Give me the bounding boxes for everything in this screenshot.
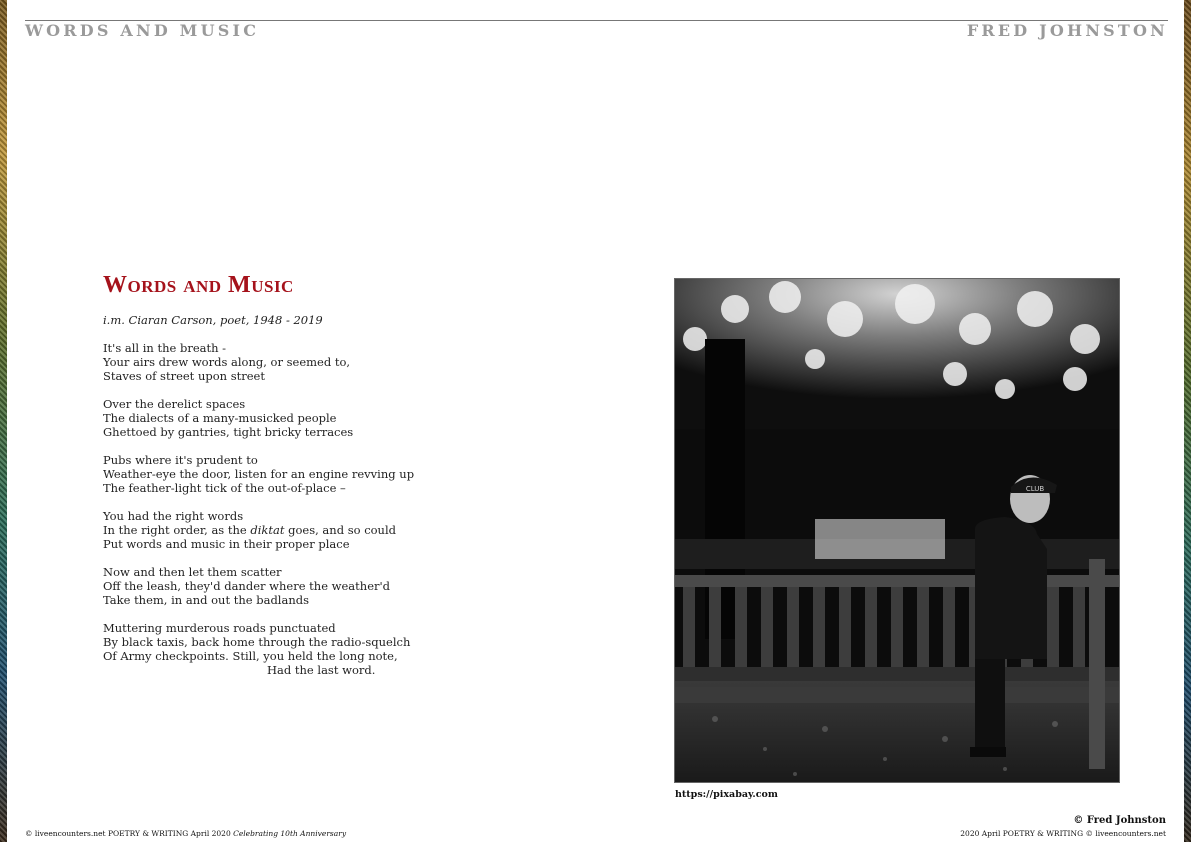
- photo-credit: https://pixabay.com: [675, 789, 778, 800]
- decorative-left-border: [0, 0, 7, 842]
- bench-photo-illustration: [675, 279, 1119, 782]
- poem-line: Take them, in and out the badlands: [103, 593, 310, 607]
- footer-publication: 2020 April POETRY & WRITING © liveencounters.net: [960, 829, 1166, 838]
- poem-line: Staves of street upon street: [103, 369, 265, 383]
- poem-line: The feather-light tick of the out-of-place –: [103, 481, 346, 495]
- running-header-author: FRED JOHNSTON: [966, 21, 1168, 40]
- poem-line: Now and then let them scatter: [103, 565, 282, 579]
- poem-dedication: i.m. Ciaran Carson, poet, 1948 - 2019: [103, 313, 323, 327]
- footer-right: [960, 815, 1166, 838]
- poem-line: Your airs drew words along, or seemed to,: [103, 355, 351, 369]
- footer-copyright-author: © Fred Johnston: [1073, 815, 1166, 826]
- stanza-5: [103, 565, 623, 607]
- stanza-6: [103, 621, 623, 677]
- poem-line: Had the last word.: [267, 663, 376, 677]
- stanza-4: [103, 509, 623, 551]
- poem-line: By black taxis, back home through the radio-squelch: [103, 635, 411, 649]
- poem-line: Pubs where it's prudent to: [103, 453, 258, 467]
- poem-line: Weather-eye the door, listen for an engine revving up: [103, 467, 415, 481]
- footer-left-text: © liveencounters.net POETRY & WRITING April 2020: [25, 829, 234, 838]
- running-header-title: WORDS AND MUSIC: [25, 21, 260, 40]
- poem-line: Of Army checkpoints. Still, you held the long note,: [103, 649, 398, 663]
- stanza-1: [103, 341, 623, 383]
- poem-line: Muttering murderous roads punctuated: [103, 621, 336, 635]
- poem-line-italic: diktat: [250, 523, 285, 537]
- poem-line: Off the leash, they'd dander where the weather'd: [103, 579, 391, 593]
- bench-photo: [674, 278, 1120, 783]
- poem-line: Put words and music in their proper place: [103, 537, 350, 551]
- poem-line: Ghettoed by gantries, tight bricky terraces: [103, 425, 354, 439]
- decorative-right-border: [1184, 0, 1191, 842]
- poem-line-part: goes, and so could: [284, 523, 396, 537]
- stanza-3: [103, 453, 623, 495]
- poem-line: It's all in the breath -: [103, 341, 227, 355]
- footer-left: [25, 829, 346, 838]
- poem-line-part: In the right order, as the: [103, 523, 251, 537]
- cap-text: CLUB: [1025, 485, 1045, 493]
- poem-title: Words and Music: [103, 272, 294, 298]
- poem-line: You had the right words: [103, 509, 244, 523]
- poem-line: [103, 523, 623, 537]
- poem-line: Over the derelict spaces: [103, 397, 246, 411]
- poem: [103, 272, 623, 691]
- poem-line: The dialects of a many-musicked people: [103, 411, 337, 425]
- stanza-2: [103, 397, 623, 439]
- footer-left-italic: Celebrating 10th Anniversary: [233, 829, 347, 838]
